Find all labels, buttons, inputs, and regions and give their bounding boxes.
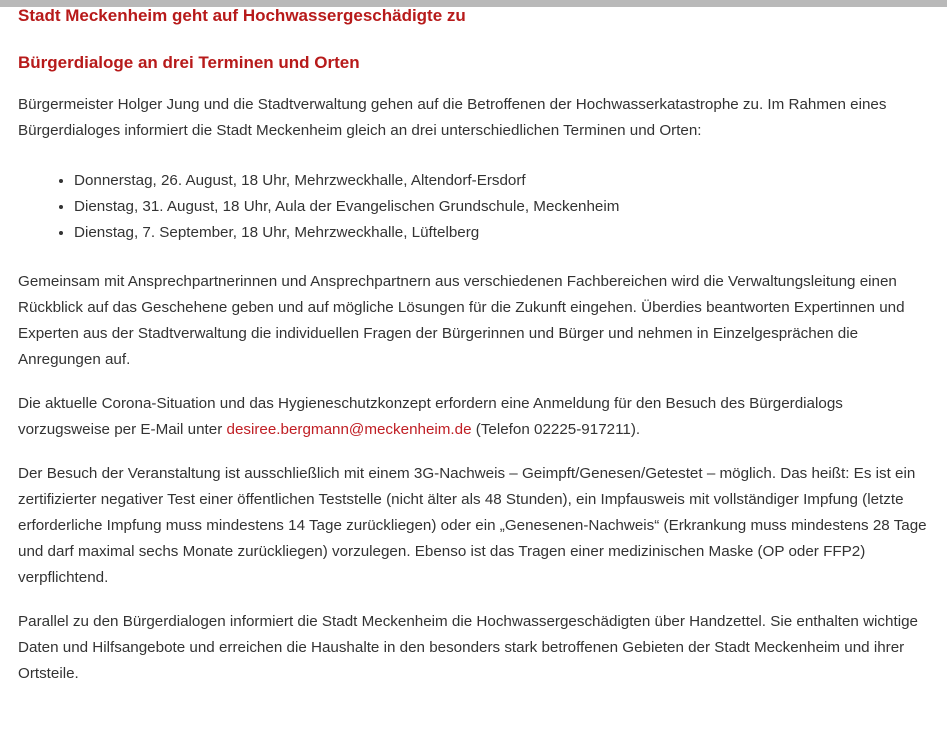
intro-paragraph: Bürgermeister Holger Jung und die Stadtverwaltung gehen auf die Betroffenen der Hochwasserkatastrophe zu. Im Rahmen eines Bürgerdialoges informiert die Stadt Meckenheim gleich an drei unterschiedlichen Terminen und Orten: [18, 96, 887, 139]
paragraph-registration [18, 391, 933, 443]
paragraph-contacts: Gemeinsam mit Ansprechpartnerinnen und Ansprechpartnern aus verschiedenen Fachbereichen wird die Verwaltungsleitung einen Rückblick auf das Geschehene geben und auf mögliche Lösungen für die Zukunft eingehen. Überdies beantworten Expertinnen und Experten aus der Stadtverwaltung die individuellen Fragen der Bürgerinnen und Bürger und nehmen in Einzelgesprächen die Anregungen auf. [18, 273, 905, 368]
list-item: • Dienstag, 7. September, 18 Uhr, Mehrzweckhalle, Lüftelberg [74, 220, 933, 246]
list-item: • Donnerstag, 26. August, 18 Uhr, Mehrzweckhalle, Altendorf-Ersdorf [74, 168, 933, 194]
event-dates-list [18, 168, 933, 246]
article [18, 0, 933, 687]
article-subheadline: Bürgerdialoge an drei Terminen und Orten [18, 53, 360, 72]
paragraph-flyers: Parallel zu den Bürgerdialogen informiert die Stadt Meckenheim die Hochwassergeschädigten über Handzettel. Sie enthalten wichtige Daten und Hilfsangebote und erreichen die Haushalte in den besonders stark betroffenen Gebieten der Stadt Meckenheim und ihrer Ortsteile. [18, 613, 918, 682]
registration-text: Die aktuelle Corona-Situation und das Hygieneschutzkonzept erfordern eine Anmeldung für den Besuch des Bürgerdialogs vorzugsweise per E-Mail unter [18, 395, 843, 438]
article-headline: Stadt Meckenheim geht auf Hochwassergeschädigte zu [18, 6, 466, 25]
email-link[interactable]: desiree.bergmann@meckenheim.de [226, 421, 472, 438]
list-item: • Dienstag, 31. August, 18 Uhr, Aula der Evangelischen Grundschule, Meckenheim [74, 194, 933, 220]
paragraph-3g-rules: Der Besuch der Veranstaltung ist ausschließlich mit einem 3G-Nachweis – Geimpft/Genesen/Getestet – möglich. Das heißt: Es ist ein zertifizierter negativer Test einer öffentlichen Teststelle (nicht älter als 48 Stunden), ein Impfausweis mit vollständiger Impfung (letzte erforderliche Impfung muss mindestens 14 Tage zurückliegen) oder ein „Genesenen-Nachweis“ (Erkrankung muss mindestens 28 Tage und darf maximal sechs Monate zurückliegen) vorzulegen. Ebenso ist das Tragen einer medizinischen Maske (OP oder FFP2) verpflichtend. [18, 465, 927, 586]
phone-text: (Telefon 02225-917211). [471, 421, 641, 438]
